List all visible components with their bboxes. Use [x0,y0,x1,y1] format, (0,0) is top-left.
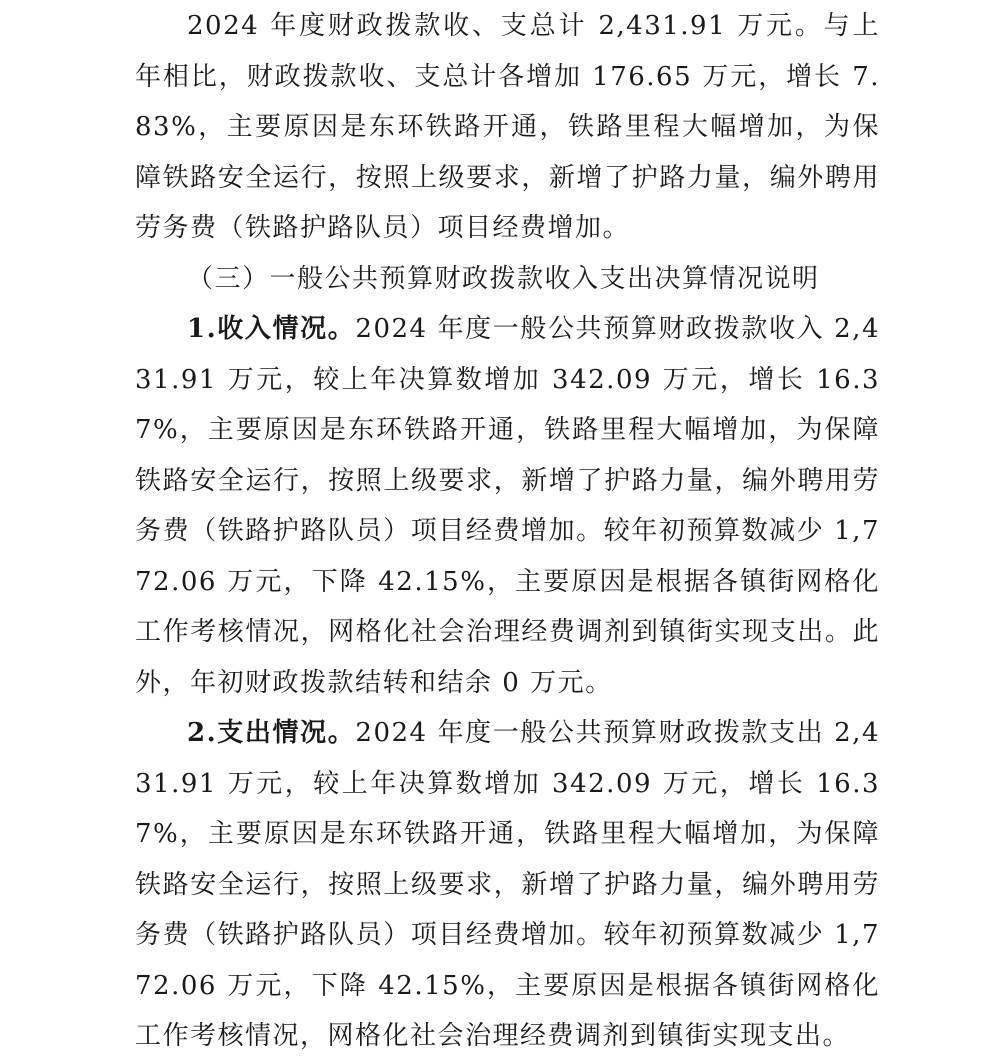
income-lead-label: 1.收入情况。 [187,314,356,344]
expense-body-text: 2024 年度一般公共预算财政拨款支出 2,431.91 万元，较上年决算数增加 342.09 万元，增长 16.37%，主要原因是东环铁路开通，铁路里程大幅增加，为保障铁路安全运行，按照上级要求，新增了护路力量，编外聘用劳务费（铁路护路队员）项目经费增加。较年初预算数减少 1,772.06 万元，下降 42.15%，主要原因是根据各镇街网格化工作考核情况，网格化社会治理经费调剂到镇街实现支出。 [135,718,880,1051]
paragraph-expense [135,708,880,1062]
income-body-text: 2024 年度一般公共预算财政拨款收入 2,431.91 万元，较上年决算数增加 342.09 万元，增长 16.37%，主要原因是东环铁路开通，铁路里程大幅增加，为保障铁路安全运行，按照上级要求，新增了护路力量，编外聘用劳务费（铁路护路队员）项目经费增加。较年初预算数减少 1,772.06 万元，下降 42.15%，主要原因是根据各镇街网格化工作考核情况，网格化社会治理经费调剂到镇街实现支出。此外，年初财政拨款结转和结余 0 万元。 [135,314,880,698]
expense-lead-label: 2.支出情况。 [187,718,356,748]
heading-text: （三）一般公共预算财政拨款收入支出决算情况说明 [187,263,820,294]
paragraph-text: 2024 年度财政拨款收、支总计 2,431.91 万元。与上年相比，财政拨款收、支总计各增加 176.65 万元，增长 7.83%，主要原因是东环铁路开通，铁路里程大幅增加，为保障铁路安全运行，按照上级要求，新增了护路力量，编外聘用劳务费（铁路护路队员）项目经费增加。 [135,11,880,243]
section-heading-general-budget [135,254,880,305]
document-page [135,0,880,1062]
paragraph-total-summary [135,0,880,254]
paragraph-income [135,304,880,708]
